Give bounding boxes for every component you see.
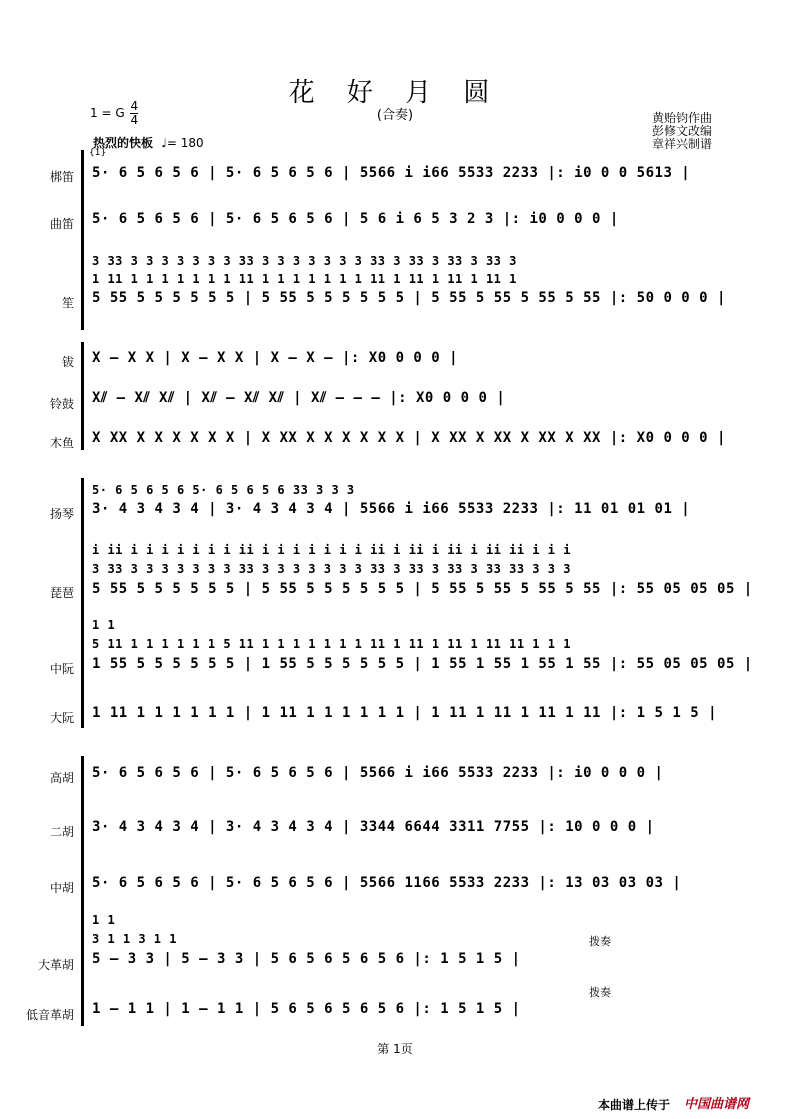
time-signature bbox=[130, 100, 138, 127]
instrument-name: 铃鼓 bbox=[49, 397, 74, 411]
chord-upper-1: 5 11 1 1 1 1 1 1 5 11 1 1 1 1 1 1 1 11 1 11 1 11 1 11 11 1 1 1 bbox=[92, 637, 571, 651]
instrument-name: 中胡 bbox=[49, 881, 74, 895]
instrument-name: 曲笛 bbox=[49, 217, 74, 231]
group-bracket-bowed bbox=[81, 756, 84, 1026]
instrument-name: 大阮 bbox=[49, 711, 74, 725]
pizzicato-mark: 拨奏 bbox=[589, 935, 611, 948]
tempo-mark: ♩= 180 bbox=[161, 136, 204, 150]
instrument-name: 二胡 bbox=[49, 825, 74, 839]
chord-upper-1: 1 11 1 1 1 1 1 1 1 11 1 1 1 1 1 1 1 11 1 11 1 11 1 11 1 bbox=[92, 272, 517, 286]
upload-note: 本曲谱上传于 bbox=[598, 1098, 671, 1112]
chord-upper-2: 1 1 bbox=[92, 913, 116, 927]
chord-upper-2: i ii i i i i i i i ii i i i i i i i ii i ii i ii i ii ii i i i bbox=[92, 543, 571, 557]
notation-line: 1 55 5 5 5 5 5 5 | 1 55 5 5 5 5 5 5 | 1 55 1 55 1 55 1 55 |: 55 05 05 05 | bbox=[92, 656, 753, 672]
notation-line: 5· 6 5 6 5 6 | 5· 6 5 6 5 6 | 5566 i i66 5533 2233 |: i0 0 0 0 | bbox=[92, 765, 664, 781]
instrument-name: 木鱼 bbox=[49, 436, 74, 450]
notation-line: 5· 6 5 6 5 6 | 5· 6 5 6 5 6 | 5566 1166 5533 2233 |: 13 03 03 03 | bbox=[92, 875, 682, 891]
key-label: 1 = G bbox=[90, 106, 125, 120]
chord-upper-1: 3 33 3 3 3 3 3 3 3 33 3 3 3 3 3 3 3 33 3 33 3 33 3 33 33 3 3 3 bbox=[92, 562, 571, 576]
notation-line: X – X X | X – X X | X – X – |: X0 0 0 0 | bbox=[92, 350, 459, 366]
chord-upper-2: 1 1 bbox=[92, 618, 116, 632]
instrument-name: 琵琶 bbox=[49, 586, 74, 600]
notation-line: 5 – 3 3 | 5 – 3 3 | 5 6 5 6 5 6 5 6 |: 1 5 1 5 | bbox=[92, 951, 521, 967]
instrument-name: 扬琴 bbox=[49, 507, 74, 521]
score-subtitle: (合奏) bbox=[376, 108, 414, 123]
score-title: 花 好 月 圆 bbox=[288, 78, 502, 108]
engraver: 章祥兴制谱 bbox=[652, 137, 713, 151]
instrument-name: 梆笛 bbox=[49, 170, 74, 184]
site-logo: 中国曲谱网 bbox=[684, 1097, 750, 1112]
instrument-name: 大革胡 bbox=[37, 958, 74, 972]
notation-line: 3· 4 3 4 3 4 | 3· 4 3 4 3 4 | 3344 6644 3311 7755 |: 10 0 0 0 | bbox=[92, 819, 655, 835]
notation-line: 5· 6 5 6 5 6 | 5· 6 5 6 5 6 | 5566 i i66 5533 2233 |: i0 0 0 5613 | bbox=[92, 165, 691, 181]
tempo-text: 热烈的快板 bbox=[93, 136, 154, 150]
instrument-name: 低音革胡 bbox=[25, 1008, 74, 1022]
notation-line: X XX X X X X X X | X XX X X X X X X | X XX X XX X XX X XX |: X0 0 0 0 | bbox=[92, 430, 726, 446]
tempo bbox=[93, 134, 204, 151]
instrument-name: 笙 bbox=[61, 296, 74, 310]
group-bracket-plucked bbox=[81, 478, 84, 728]
credits bbox=[652, 112, 712, 151]
notation-line: 5· 6 5 6 5 6 | 5· 6 5 6 5 6 | 5 6 i 6 5 3 2 3 |: i0 0 0 0 | bbox=[92, 211, 619, 227]
notation-line: X⫽ – X⫽ X⫽ | X⫽ – X⫽ X⫽ | X⫽ – – – |: X0 0 0 0 | bbox=[92, 390, 506, 406]
instrument-name: 中阮 bbox=[49, 662, 74, 676]
chord-upper-1: 3 1 1 3 1 1 bbox=[92, 932, 177, 946]
time-top: 4 bbox=[130, 99, 139, 113]
notation-line: 3· 4 3 4 3 4 | 3· 4 3 4 3 4 | 5566 i i66 5533 2233 |: 11 01 01 01 | bbox=[92, 501, 691, 517]
instrument-name: 钹 bbox=[61, 355, 74, 369]
notation-line: 5 55 5 5 5 5 5 5 | 5 55 5 5 5 5 5 5 | 5 55 5 55 5 55 5 55 |: 55 05 05 05 | bbox=[92, 581, 753, 597]
pizzicato-mark: 拨奏 bbox=[589, 986, 611, 999]
composer: 黄贻钧作曲 bbox=[652, 111, 713, 125]
chord-upper-1: 5· 6 5 6 5 6 5· 6 5 6 5 6 33 3 3 3 bbox=[92, 483, 355, 497]
notation-line: 1 – 1 1 | 1 – 1 1 | 5 6 5 6 5 6 5 6 |: 1 5 1 5 | bbox=[92, 1001, 521, 1017]
group-bracket-winds bbox=[81, 150, 84, 330]
key-signature bbox=[90, 100, 138, 127]
time-bottom: 4 bbox=[130, 113, 139, 127]
group-bracket-percussion bbox=[81, 342, 84, 450]
notation-line: 5 55 5 5 5 5 5 5 | 5 55 5 5 5 5 5 5 | 5 55 5 55 5 55 5 55 |: 50 0 0 0 | bbox=[92, 290, 726, 306]
instrument-name: 高胡 bbox=[49, 771, 74, 785]
chord-upper-2: 3 33 3 3 3 3 3 3 3 33 3 3 3 3 3 3 3 33 3 33 3 33 3 33 3 bbox=[92, 254, 517, 268]
arranger: 彭修文改编 bbox=[652, 124, 713, 138]
bar-number: {1} bbox=[89, 148, 107, 158]
notation-line: 1 11 1 1 1 1 1 1 | 1 11 1 1 1 1 1 1 | 1 11 1 11 1 11 1 11 |: 1 5 1 5 | bbox=[92, 705, 718, 721]
page-number: 第 1页 bbox=[377, 1042, 413, 1056]
